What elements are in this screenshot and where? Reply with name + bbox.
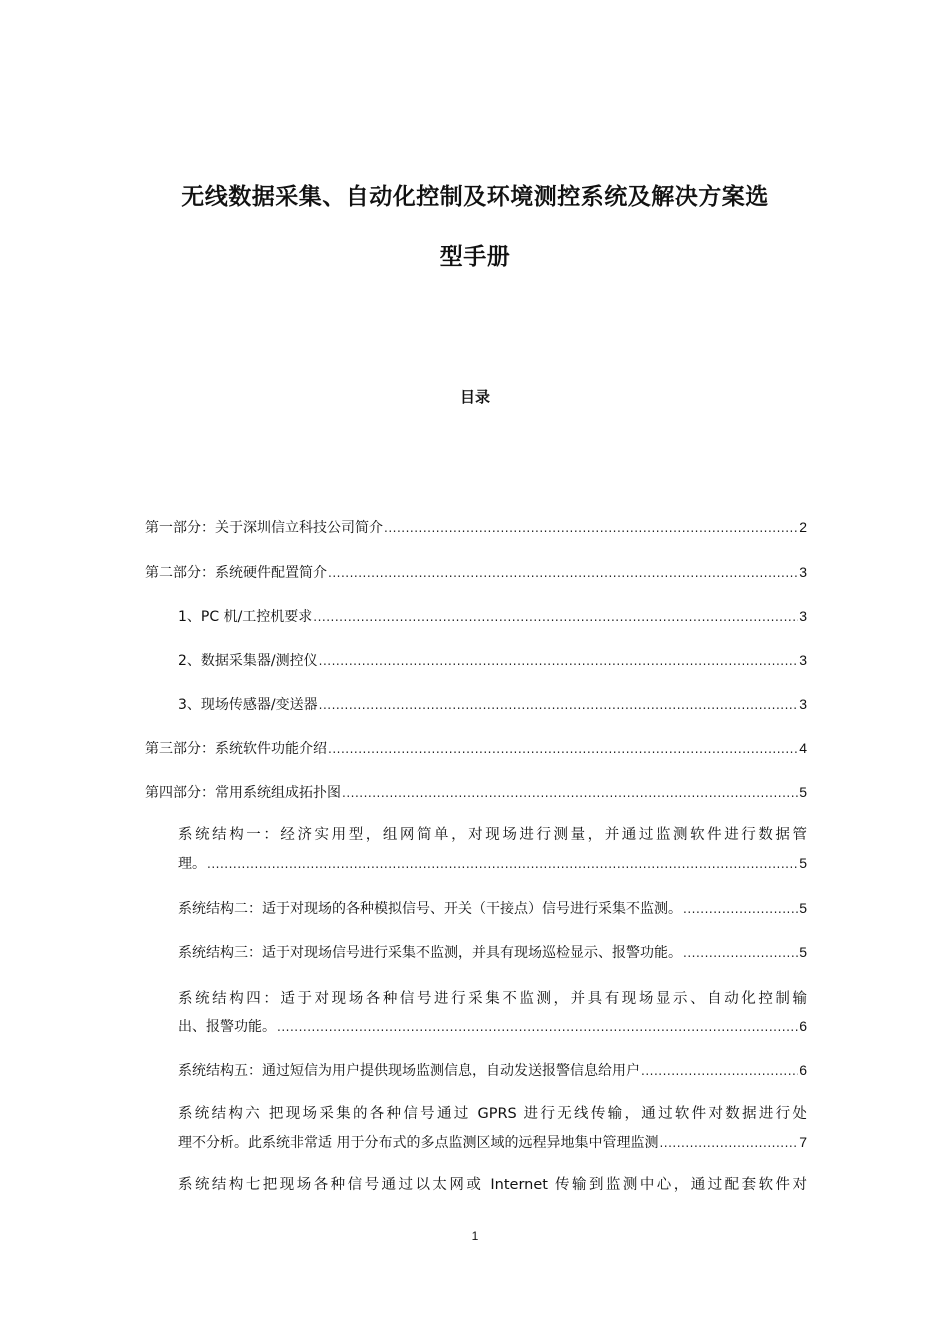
toc-entry-text: 第二部分：系统硬件配置简介: [145, 565, 327, 581]
document-title-line-2: 型手册: [439, 244, 511, 270]
toc-leader-dots: [277, 1017, 798, 1037]
toc-entry-text: 2、数据采集器/测控仪: [178, 653, 318, 669]
toc-entry-page: 3: [799, 608, 807, 624]
toc-entry-multiline[interactable]: [178, 1171, 807, 1199]
toc-leader-dots: [384, 518, 798, 538]
toc-entry-text-line2: 理。: [178, 856, 206, 872]
toc-entry[interactable]: [145, 562, 807, 583]
toc-entry-page: 5: [799, 784, 807, 800]
toc-entry-page: 3: [799, 652, 807, 668]
toc-leader-dots: [641, 1061, 798, 1081]
toc-leader-dots: [683, 943, 798, 963]
toc-entry-continuation[interactable]: [178, 1016, 807, 1037]
toc-entry-text: 系统结构二：适于对现场的各种模拟信号、开关（干接点）信号进行采集不监测。: [178, 901, 682, 917]
toc-entry-multiline[interactable]: [178, 1100, 807, 1128]
toc-entry-text-line2: 理不分析。此系统非常适 用于分布式的多点监测区域的远程异地集中管理监测: [178, 1135, 659, 1151]
toc-entry[interactable]: [178, 942, 807, 963]
toc-entry[interactable]: [145, 782, 807, 803]
toc-entry[interactable]: [178, 1060, 807, 1081]
page-number: 1: [471, 1229, 479, 1243]
toc-entry-text: 系统结构五：通过短信为用户提供现场监测信息，自动发送报警信息给用户: [178, 1063, 640, 1079]
toc-leader-dots: [313, 607, 798, 627]
toc-entry-text-line1: 系统结构四：适于对现场各种信号进行采集不监测，并具有现场显示、自动化控制输: [178, 991, 807, 1007]
toc-leader-dots: [659, 1133, 798, 1153]
toc-entry[interactable]: [145, 517, 807, 538]
toc-entry-page: 5: [799, 900, 807, 916]
toc-entry[interactable]: [178, 650, 807, 671]
toc-heading: 目录: [459, 388, 490, 406]
toc-entry[interactable]: [178, 606, 807, 627]
toc-entry-text: 第三部分：系统软件功能介绍: [145, 741, 327, 757]
toc-entry-page: 3: [799, 696, 807, 712]
toc-entry-text-line2: 出、报警功能。: [178, 1019, 276, 1035]
toc-leader-dots: [319, 651, 799, 671]
toc-leader-dots: [328, 739, 798, 759]
toc-entry-text: 第一部分：关于深圳信立科技公司简介: [145, 520, 383, 536]
toc-entry-text: 1、PC 机/工控机要求: [178, 609, 313, 625]
toc-entry-text-line1: 系统结构六 把现场采集的各种信号通过 GPRS 进行无线传输，通过软件对数据进行处: [178, 1106, 807, 1122]
toc-leader-dots: [342, 783, 798, 803]
toc-entry[interactable]: [178, 694, 807, 715]
toc-leader-dots: [319, 695, 799, 715]
toc-entry-text: 3、现场传感器/变送器: [178, 697, 318, 713]
toc-entry-text-line1: 系统结构一：经济实用型，组网简单，对现场进行测量，并通过监测软件进行数据管: [178, 827, 807, 843]
toc-entry-multiline[interactable]: [178, 821, 807, 849]
toc-entry-page: 4: [799, 740, 807, 756]
toc-entry-text: 第四部分：常用系统组成拓扑图: [145, 785, 341, 801]
toc-entry-continuation[interactable]: [178, 1132, 807, 1153]
toc-entry-page: 7: [799, 1134, 807, 1150]
toc-entry[interactable]: [145, 738, 807, 759]
toc-entry-page: 5: [799, 944, 807, 960]
toc-leader-dots: [328, 563, 798, 583]
toc-entry-text-line1: 系统结构七把现场各种信号通过以太网或 Internet 传输到监测中心，通过配套软件对: [178, 1177, 807, 1193]
toc-entry-multiline[interactable]: [178, 985, 807, 1013]
document-title-line-1: 无线数据采集、自动化控制及环境测控系统及解决方案选: [181, 184, 769, 210]
toc-entry-page: 6: [799, 1062, 807, 1078]
toc-entry-page: 2: [799, 519, 807, 535]
toc-entry-page: 6: [799, 1018, 807, 1034]
toc-leader-dots: [207, 854, 798, 874]
toc-entry-continuation[interactable]: [178, 853, 807, 874]
toc-entry-page: 3: [799, 564, 807, 580]
toc-leader-dots: [683, 899, 798, 919]
toc-entry-page: 5: [799, 855, 807, 871]
toc-entry-text: 系统结构三：适于对现场信号进行采集不监测，并具有现场巡检显示、报警功能。: [178, 945, 682, 961]
toc-entry[interactable]: [178, 898, 807, 919]
